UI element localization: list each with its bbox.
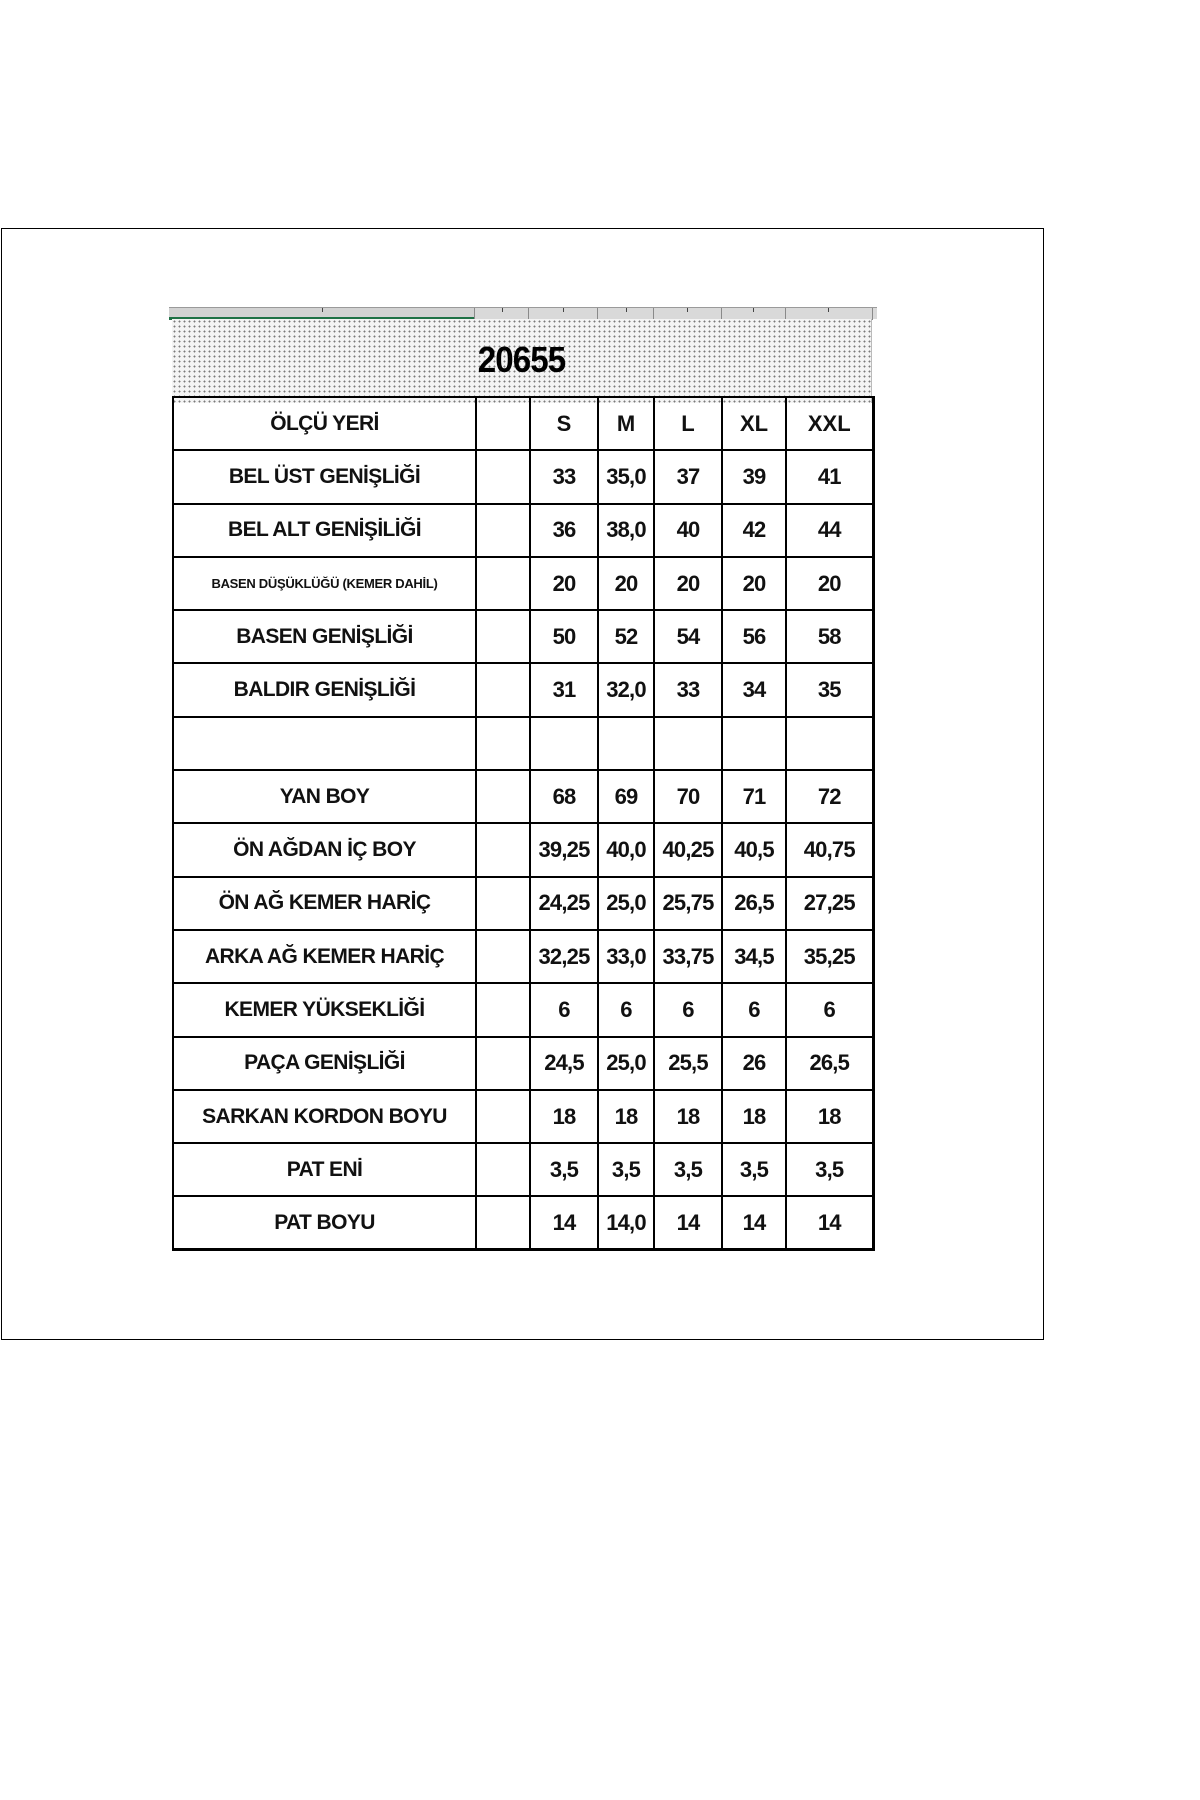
value-cell-xxl[interactable]: 44	[786, 504, 873, 557]
value-cell-m[interactable]: 38,0	[598, 504, 654, 557]
blank-cell[interactable]	[476, 450, 530, 503]
value-cell-xxl[interactable]: 35	[786, 663, 873, 716]
value-cell-xxl[interactable]: 3,5	[786, 1143, 873, 1196]
value-cell-xxl[interactable]: 58	[786, 610, 873, 663]
value-cell-s[interactable]: 18	[530, 1090, 598, 1143]
blank-cell[interactable]	[476, 1143, 530, 1196]
blank-cell[interactable]	[476, 610, 530, 663]
blank-cell[interactable]	[476, 1090, 530, 1143]
measurement-label-cell[interactable]	[173, 717, 476, 770]
column-header-mark	[626, 308, 627, 312]
value-cell-l[interactable]: 25,75	[654, 877, 722, 930]
table-row	[173, 1090, 873, 1143]
table-title: 20655	[477, 339, 566, 380]
value-cell-xxl[interactable]: 26,5	[786, 1037, 873, 1090]
table-row	[173, 770, 873, 823]
value-cell-s[interactable]: 50	[530, 610, 598, 663]
value-cell-l[interactable]: 6	[654, 983, 722, 1036]
header-label-cell[interactable]: ÖLÇÜ YERİ	[173, 397, 476, 450]
size-header-xl[interactable]: XL	[722, 397, 786, 450]
value-cell-l[interactable]: 33	[654, 663, 722, 716]
measurement-label-cell[interactable]: PAÇA GENİŞLİĞİ	[173, 1037, 476, 1090]
value-cell-l[interactable]: 40	[654, 504, 722, 557]
value-cell-l[interactable]: 54	[654, 610, 722, 663]
measurement-label-cell[interactable]: PAT ENİ	[173, 1143, 476, 1196]
value-cell-xl[interactable]: 20	[722, 557, 786, 610]
size-chart-sheet	[169, 307, 877, 1242]
value-cell-xl[interactable]: 3,5	[722, 1143, 786, 1196]
value-cell-xl[interactable]: 26,5	[722, 877, 786, 930]
value-cell-l[interactable]: 70	[654, 770, 722, 823]
value-cell-m[interactable]: 25,0	[598, 877, 654, 930]
value-cell-xl[interactable]: 40,5	[722, 823, 786, 876]
value-cell-m[interactable]: 52	[598, 610, 654, 663]
value-cell-l[interactable]: 14	[654, 1196, 722, 1249]
measurement-label-cell[interactable]: BEL ÜST GENİŞLİĞİ	[173, 450, 476, 503]
value-cell-s[interactable]: 68	[530, 770, 598, 823]
size-header-l[interactable]: L	[654, 397, 722, 450]
blank-cell[interactable]	[476, 663, 530, 716]
blank-cell[interactable]	[476, 823, 530, 876]
table-row	[173, 877, 873, 930]
value-cell-l[interactable]	[654, 717, 722, 770]
size-table	[172, 396, 875, 1251]
value-cell-s[interactable]: 32,25	[530, 930, 598, 983]
table-row	[173, 1143, 873, 1196]
value-cell-m[interactable]: 25,0	[598, 1037, 654, 1090]
table-row	[173, 610, 873, 663]
column-divider[interactable]	[872, 308, 873, 320]
value-cell-m[interactable]: 33,0	[598, 930, 654, 983]
measurement-label-cell[interactable]: ÖN AĞDAN İÇ BOY	[173, 823, 476, 876]
value-cell-l[interactable]: 20	[654, 557, 722, 610]
measurement-label-cell[interactable]: BASEN GENİŞLİĞİ	[173, 610, 476, 663]
column-header-mark	[322, 308, 323, 312]
measurement-label-cell[interactable]: BEL ALT GENİŞİLİĞİ	[173, 504, 476, 557]
table-row	[173, 717, 873, 770]
table-row	[173, 983, 873, 1036]
value-cell-m[interactable]: 35,0	[598, 450, 654, 503]
table-row	[173, 930, 873, 983]
column-header-mark	[828, 308, 829, 312]
blank-cell[interactable]	[476, 983, 530, 1036]
value-cell-xl[interactable]: 6	[722, 983, 786, 1036]
value-cell-s[interactable]: 20	[530, 557, 598, 610]
value-cell-xxl[interactable]: 6	[786, 983, 873, 1036]
measurement-label-cell[interactable]: ÖN AĞ KEMER HARİÇ	[173, 877, 476, 930]
value-cell-s[interactable]: 31	[530, 663, 598, 716]
value-cell-l[interactable]: 37	[654, 450, 722, 503]
table-row	[173, 1037, 873, 1090]
value-cell-l[interactable]: 3,5	[654, 1143, 722, 1196]
value-cell-s[interactable]: 39,25	[530, 823, 598, 876]
blank-cell[interactable]	[476, 877, 530, 930]
value-cell-xl[interactable]: 34	[722, 663, 786, 716]
measurement-label-cell[interactable]: PAT BOYU	[173, 1196, 476, 1249]
blank-cell[interactable]	[476, 1037, 530, 1090]
value-cell-s[interactable]: 33	[530, 450, 598, 503]
measurement-label-cell[interactable]: BALDIR GENİŞLİĞİ	[173, 663, 476, 716]
size-header-xxl[interactable]: XXL	[786, 397, 873, 450]
value-cell-xxl[interactable]: 72	[786, 770, 873, 823]
value-cell-l[interactable]: 33,75	[654, 930, 722, 983]
value-cell-s[interactable]: 24,25	[530, 877, 598, 930]
value-cell-s[interactable]: 14	[530, 1196, 598, 1249]
column-header-mark	[753, 308, 754, 312]
value-cell-m[interactable]: 69	[598, 770, 654, 823]
blank-cell[interactable]	[476, 717, 530, 770]
blank-cell[interactable]	[476, 770, 530, 823]
title-band	[172, 319, 872, 403]
blank-cell[interactable]	[476, 504, 530, 557]
header-row	[173, 397, 873, 450]
size-header-m[interactable]: M	[598, 397, 654, 450]
table-row	[173, 663, 873, 716]
value-cell-l[interactable]: 18	[654, 1090, 722, 1143]
value-cell-m[interactable]: 32,0	[598, 663, 654, 716]
measurement-label-cell[interactable]: ARKA AĞ KEMER HARİÇ	[173, 930, 476, 983]
column-header-mark	[502, 308, 503, 312]
table-row	[173, 1196, 873, 1249]
value-cell-m[interactable]: 40,0	[598, 823, 654, 876]
value-cell-m[interactable]: 6	[598, 983, 654, 1036]
value-cell-xl[interactable]: 42	[722, 504, 786, 557]
value-cell-s[interactable]: 3,5	[530, 1143, 598, 1196]
value-cell-xl[interactable]: 14	[722, 1196, 786, 1249]
value-cell-xl[interactable]	[722, 717, 786, 770]
value-cell-m[interactable]	[598, 717, 654, 770]
column-header-mark	[563, 308, 564, 312]
measurement-label-cell[interactable]: SARKAN KORDON BOYU	[173, 1090, 476, 1143]
blank-cell[interactable]	[476, 397, 530, 450]
value-cell-xl[interactable]: 71	[722, 770, 786, 823]
measurement-label-cell[interactable]: BASEN DÜŞÜKLÜĞÜ (KEMER DAHİL)	[173, 557, 476, 610]
value-cell-xl[interactable]: 56	[722, 610, 786, 663]
table-row	[173, 504, 873, 557]
value-cell-s[interactable]: 36	[530, 504, 598, 557]
value-cell-m[interactable]: 18	[598, 1090, 654, 1143]
value-cell-xxl[interactable]: 35,25	[786, 930, 873, 983]
value-cell-xxl[interactable]: 20	[786, 557, 873, 610]
value-cell-xxl[interactable]: 27,25	[786, 877, 873, 930]
table-row	[173, 823, 873, 876]
value-cell-xl[interactable]: 18	[722, 1090, 786, 1143]
measurement-label-cell[interactable]: YAN BOY	[173, 770, 476, 823]
value-cell-l[interactable]: 40,25	[654, 823, 722, 876]
value-cell-xxl[interactable]: 14	[786, 1196, 873, 1249]
value-cell-s[interactable]: 6	[530, 983, 598, 1036]
value-cell-m[interactable]: 3,5	[598, 1143, 654, 1196]
value-cell-xl[interactable]: 39	[722, 450, 786, 503]
measurement-label-cell[interactable]: KEMER YÜKSEKLİĞİ	[173, 983, 476, 1036]
table-row	[173, 557, 873, 610]
value-cell-xxl[interactable]: 18	[786, 1090, 873, 1143]
value-cell-xxl[interactable]: 41	[786, 450, 873, 503]
value-cell-s[interactable]	[530, 717, 598, 770]
blank-cell[interactable]	[476, 1196, 530, 1249]
value-cell-xxl[interactable]	[786, 717, 873, 770]
blank-cell[interactable]	[476, 557, 530, 610]
value-cell-s[interactable]: 24,5	[530, 1037, 598, 1090]
value-cell-xl[interactable]: 26	[722, 1037, 786, 1090]
column-header-mark	[687, 308, 688, 312]
size-header-s[interactable]: S	[530, 397, 598, 450]
value-cell-xxl[interactable]: 40,75	[786, 823, 873, 876]
value-cell-m[interactable]: 14,0	[598, 1196, 654, 1249]
table-row	[173, 450, 873, 503]
value-cell-m[interactable]: 20	[598, 557, 654, 610]
blank-cell[interactable]	[476, 930, 530, 983]
column-header-strip	[169, 307, 877, 319]
value-cell-xl[interactable]: 34,5	[722, 930, 786, 983]
value-cell-l[interactable]: 25,5	[654, 1037, 722, 1090]
